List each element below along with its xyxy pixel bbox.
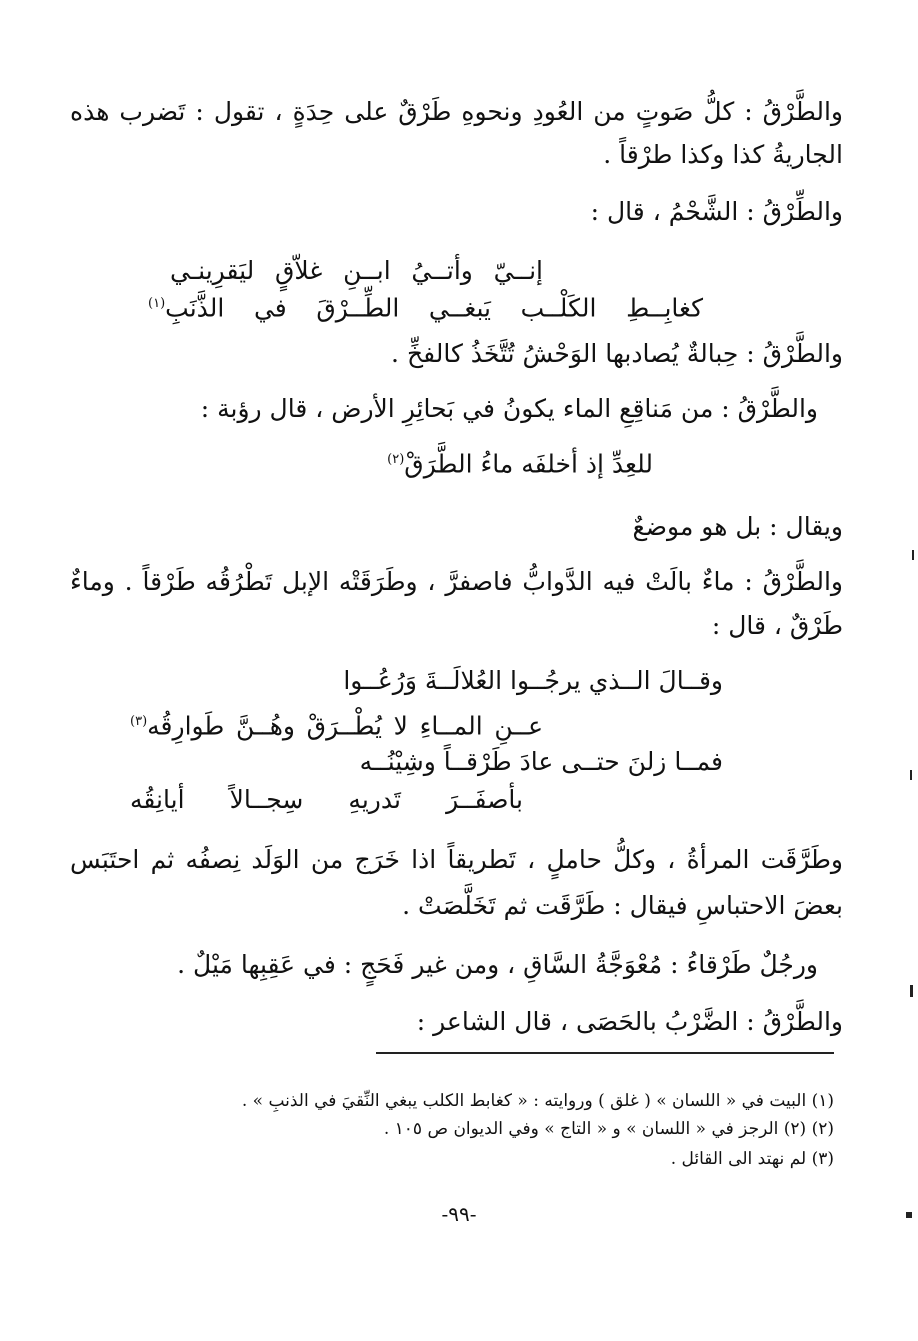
verse-line: فمــا زلنَ حتــى عادَ طَرْقــاً وشِيْنُــه	[359, 747, 723, 776]
footnote: (١) البيت في « اللسان » ( غلق ) وروايته : « كغابط الكلب يبغي النِّقيَ في الذنبِ » .	[241, 1091, 834, 1111]
entry-tirq-fat: والطِّرْقُ : الشَّحْمُ ، قال :	[590, 197, 843, 226]
entry-tarq-water-pools: والطَّرْقُ : من مَناقِعِ الماء يكونُ في بَحائِرِ الأرض ، قال رؤبة :	[200, 394, 818, 423]
verse-line	[148, 287, 703, 325]
entry-tarq-trap: والطَّرْقُ : حِبالةٌ يُصادبها الوَحْشُ تُتَّخَذُ كالفخِّ .	[391, 339, 843, 368]
entry-also-place: ويقال : بل هو موضعٌ	[632, 512, 843, 541]
entry-tarq-urine-water-line1: والطَّرْقُ : ماءٌ بالَتْ فيه الدَّوابُّ فاصفرَّ ، وطَرَقَتْه الإبل تَطْرُقُه طَرْقاً . وماءٌ	[70, 567, 843, 596]
footnote-marker: (٢)	[387, 452, 405, 467]
verse-line	[130, 705, 543, 743]
scan-mark	[912, 550, 914, 560]
entry-tarraqat-line1: وطَرَّقَت المرأةُ ، وكلُّ حاملٍ ، تَطريقاً اذا خَرَج من الوَلَد نِصفُه ثم احتَبَس	[70, 845, 843, 874]
verse-text: عــنِ المــاءِ لا يُطْــرَقْ وهُــنَّ طَوارِقُه	[147, 711, 543, 741]
verse-line	[387, 443, 653, 481]
scan-mark	[910, 770, 912, 780]
footnote: (٣) لم نهتد الى القائل .	[670, 1149, 834, 1169]
verse-text: للعِدِّ إذ أخلفَه ماءُ الطَّرَقْ	[404, 449, 653, 479]
entry-tarqa-bent-leg: ورجُلٌ طَرْقاءُ : مُعْوَجَّةُ السَّاقِ ، ومن غير فَحَجٍ : في عَقِبِها مَيْلٌ .	[177, 950, 818, 979]
verse-line: بأصفَــرَ تَدريهِ سِجــالاً أيانِقُه	[130, 785, 523, 814]
entry-tarq-pebbles: والطَّرْقُ : الضَّرْبُ بالحَصَى ، قال الشاعر :	[416, 1007, 843, 1036]
verse-line: وقــالَ الــذي يرجُــوا العُلالَــةَ وَرُعُــوا	[343, 666, 723, 695]
scan-mark	[910, 985, 913, 997]
page-number: -٩٩-	[441, 1202, 477, 1226]
footnote-marker: (٣)	[130, 714, 148, 729]
entry-tarq-urine-water-line2: طَرْقٌ ، قال :	[711, 611, 843, 640]
verse-line: إنــيّ وأتــيُ ابــنِ غلاّقٍ ليَقرِينـي	[170, 256, 543, 285]
verse-text: كغابِــطِ الكَلْــب يَبغــي الطِّــرْقَ في الذَّنَبِ	[165, 293, 703, 323]
footnote-separator	[376, 1052, 834, 1054]
footnote-marker: (١)	[148, 296, 166, 311]
entry-tarq-sound-line2: الجاريةُ كذا وكذا طرْقاً .	[603, 140, 843, 169]
footnote: (٢) (٢) الرجز في « اللسان » و « التاج » وفي الديوان ص ١٠٥ .	[383, 1119, 834, 1139]
entry-tarq-sound-line1: والطَّرْقُ : كلُّ صَوتٍ من العُودِ ونحوهِ طَرْقٌ على حِدَةٍ ، تقول : تَضرب هذه	[70, 97, 844, 126]
scan-mark	[906, 1212, 912, 1218]
entry-tarraqat-line2: بعضَ الاحتباسِ فيقال : طَرَّقَت ثم تَخَلَّصَتْ .	[402, 891, 843, 920]
